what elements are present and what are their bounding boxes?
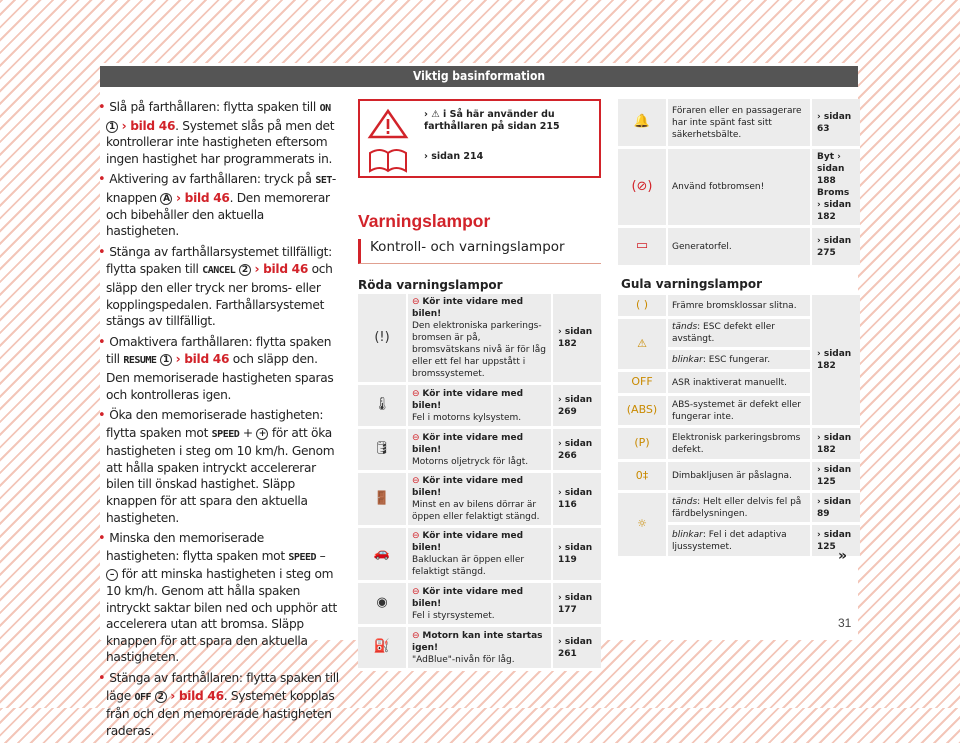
lamp-icon: ( ) — [635, 298, 649, 311]
paragraph-text-3: . Den memorerar och bibehåller den aktuella hastigheten. — [106, 190, 330, 239]
paragraph-text-3: . Systemet slås på men det kontrollerar inte hastigheten eftersom ingen hastighet har programmerats in. — [106, 118, 335, 166]
paragraph-text-3: för att öka hastigheten i steg om 10 km/h. Genom att hålla spaken intryckt accelererar bilen till önskad hastighet. Släpp knappen för att spara den aktuella hastigheten. — [106, 425, 335, 525]
lamp-text: Främre bromsklossar slitna. — [672, 300, 797, 311]
note-line-2[interactable]: › sidan 214 — [424, 151, 484, 162]
lamp-text: ABS-systemet är defekt eller fungerar inte. — [672, 399, 802, 422]
lamp-description-cell — [408, 473, 553, 528]
paragraph-text-1: Stänga av farthållarsystemet tillfälligt: flytta spaken till — [106, 244, 332, 277]
cruise-control-instructions — [98, 99, 340, 743]
red-stop-icon: ⊖ — [412, 388, 423, 399]
yellow-lamps-table — [618, 295, 860, 559]
lamp-text: "AdBlue"-nivån för låg. — [412, 654, 515, 665]
lamp-description-cell: Föraren eller en passagerare har inte spänt fast sitt säkerhetsbälte. — [668, 99, 812, 149]
table-row — [358, 627, 601, 671]
section-title: Varningslampor — [358, 211, 491, 231]
bullet-icon: • — [98, 408, 110, 424]
lamp-text: Minst en av bilens dörrar är öppen eller felaktigt stängd. — [412, 500, 540, 522]
lamp-text: : ESC defekt eller avstängt. — [672, 322, 775, 344]
table-row — [618, 99, 860, 149]
lamp-icon-cell — [358, 473, 408, 528]
table-row — [358, 473, 601, 528]
page-reference[interactable]: › sidan 182 — [812, 428, 860, 462]
paragraph-text-3: och släpp den eller tryck ner broms- eller kopplingspedalen. Farthållarsystemet stängs av tillfälligt. — [106, 262, 333, 329]
lamp-icon: 🔔 — [633, 114, 651, 129]
bullet-icon: • — [98, 244, 110, 260]
lamp-icon-cell — [618, 493, 668, 559]
lamp-description-cell — [668, 350, 812, 372]
table-row — [618, 149, 860, 228]
lamp-text: : Helt eller delvis fel på färdbelysningen. — [672, 496, 802, 519]
lamp-text: Fel i styrsystemet. — [412, 610, 495, 621]
lamp-icon-cell — [618, 462, 668, 493]
page-reference[interactable]: › sidan 119 — [553, 528, 601, 583]
lamp-description-cell — [668, 396, 812, 428]
lamp-icon: (P) — [634, 436, 650, 449]
page-reference[interactable]: › sidan 266 — [553, 429, 601, 473]
red-stop-icon: ⊖ — [412, 630, 423, 641]
lamp-icon: 🌡 — [373, 397, 391, 412]
lamp-icon-cell — [618, 372, 668, 396]
note-line-1[interactable]: › ⚠ i Så här använder du farthållaren på sidan 215 — [424, 109, 560, 132]
warning-triangle-icon — [368, 109, 408, 139]
table-row — [618, 462, 860, 493]
table-row — [358, 583, 601, 627]
lever-position-label: SPEED — [288, 551, 317, 563]
continue-arrow-icon: » — [838, 548, 848, 564]
warning-text: Kör inte vidare med bilen! — [412, 586, 524, 609]
lever-position-label: RESUME — [123, 355, 157, 367]
lamp-description-cell — [668, 525, 812, 559]
warning-text: Kör inte vidare med bilen! — [412, 531, 524, 553]
table-row — [358, 429, 601, 473]
table-row — [358, 294, 601, 385]
table-row — [358, 528, 601, 583]
instruction-paragraph — [98, 99, 340, 167]
lamp-icon: (ABS) — [626, 403, 658, 416]
lamp-description-cell — [668, 372, 812, 396]
instruction-paragraph — [98, 530, 340, 666]
callout-number: A — [160, 193, 172, 205]
page-reference[interactable]: › sidan 89 — [812, 493, 860, 525]
subsection-title: Kontroll- och varningslampor — [358, 239, 601, 264]
lamp-description-cell — [408, 627, 553, 671]
callout-number: + — [256, 428, 268, 440]
lamp-text: Den elektroniska parkeringsbromsen är på, bromsvätskans nivå är för låg eller ett fel har uppstått i bromssystemet. — [412, 321, 547, 379]
lamp-state: blinkar — [672, 529, 703, 540]
warning-text: Kör inte vidare med bilen! — [412, 432, 524, 455]
lamp-icon: 🚗 — [373, 545, 391, 561]
lamp-description-cell — [408, 429, 553, 473]
paragraph-text-2: – — [316, 548, 326, 563]
lamp-warning-bold — [412, 630, 547, 654]
lamp-text: : ESC fungerar. — [702, 354, 771, 365]
lamp-description-cell: Generatorfel. — [668, 228, 812, 268]
warning-note-box — [358, 99, 601, 178]
paragraph-text-1: Slå på farthållaren: flytta spaken till — [109, 100, 320, 114]
lamp-warning-bold — [412, 432, 547, 456]
callout-number: 1 — [160, 354, 172, 366]
misc-lamps-table — [618, 99, 860, 268]
callout-number: – — [106, 569, 118, 581]
table-row — [618, 493, 860, 525]
lamp-text: Motorns oljetryck för lågt. — [412, 456, 529, 467]
book-icon — [366, 145, 410, 175]
bullet-icon: • — [98, 100, 110, 115]
lamp-icon-cell — [618, 228, 668, 268]
lamp-text: Elektronisk parkeringsbroms defekt. — [672, 432, 801, 455]
instruction-paragraph — [98, 171, 340, 239]
page-reference[interactable]: › sidan 182 — [812, 295, 860, 428]
instruction-paragraph — [98, 407, 340, 526]
bullet-icon: • — [98, 531, 110, 547]
page-reference[interactable]: › sidan 177 — [553, 583, 601, 627]
lamp-icon-cell — [358, 627, 408, 671]
paragraph-text-1: Öka den memoriserade hastigheten: flytta spaken mot — [106, 408, 324, 440]
instruction-paragraph — [98, 670, 340, 739]
red-stop-icon: ⊖ — [412, 586, 423, 597]
paragraph-text-1: Stänga av farthållaren: flytta spaken till läge — [106, 671, 339, 703]
instruction-paragraph — [98, 244, 340, 330]
lamp-description-cell — [668, 428, 812, 462]
page-reference[interactable]: › sidan 275 — [812, 228, 860, 268]
lever-position-label: ON — [319, 103, 331, 114]
lamp-state: tänds — [672, 322, 698, 332]
callout-number: 1 — [106, 121, 118, 133]
lamp-icon: ⛽ — [373, 639, 391, 654]
lamp-warning-bold — [412, 296, 547, 320]
lamp-description-cell — [408, 294, 553, 385]
page-number: 31 — [838, 616, 852, 630]
lamp-icon-cell — [618, 319, 668, 372]
lamp-icon: ◉ — [376, 595, 388, 610]
lamp-icon-cell — [618, 149, 668, 228]
lamp-icon: OFF — [631, 375, 653, 388]
warning-text: Kör inte vidare med bilen! — [412, 297, 524, 319]
callout-number: 2 — [155, 691, 167, 703]
lever-position-label: SET — [315, 175, 332, 187]
bullet-icon: • — [98, 671, 110, 686]
lamp-icon: ⚠ — [637, 336, 647, 350]
yellow-lamps-title: Gula varningslampor — [621, 277, 763, 291]
lamp-warning-bold — [412, 475, 547, 499]
page-reference[interactable]: › sidan 182 — [553, 294, 601, 385]
warning-text: Kör inte vidare med bilen! — [412, 476, 524, 498]
bullet-icon: • — [98, 334, 110, 350]
lamp-icon-cell — [618, 428, 668, 462]
table-row — [618, 295, 860, 319]
page-reference[interactable]: › sidan 269 — [553, 385, 601, 429]
figure-link[interactable]: › bild 46 — [121, 118, 176, 133]
lamp-icon: 🛢 — [373, 441, 391, 456]
paragraph-text-1: Omaktivera farthållaren: flytta spaken till — [106, 334, 332, 367]
lamp-warning-bold — [412, 530, 547, 554]
lamp-warning-bold — [412, 388, 547, 412]
warning-text: Kör inte vidare med bilen! — [412, 388, 524, 411]
table-row — [358, 385, 601, 429]
figure-link[interactable]: › bild 46 — [170, 688, 224, 703]
lamp-description-cell: Använd fotbromsen! — [668, 149, 812, 228]
lamp-text: ASR inaktiverat manuellt. — [672, 377, 788, 388]
red-stop-icon: ⊖ — [412, 531, 423, 541]
figure-link[interactable]: › bild 46 — [176, 190, 230, 205]
paragraph-text-2: + — [239, 425, 257, 440]
paragraph-text-3: för att minska hastigheten i steg om 10 km/h. Genom att hålla spaken intryckt saktar bilen ned och upphör att accelerera utan att bromsa. Släpp knappen för att spara den aktuella hastigheten. — [106, 567, 338, 665]
page-reference[interactable]: › sidan 261 — [553, 627, 601, 671]
lamp-description-cell — [408, 528, 553, 583]
callout-number: 2 — [239, 264, 251, 276]
red-lamps-table — [358, 294, 601, 671]
page-reference[interactable]: Byt › sidan 188 Broms › sidan 182 — [812, 149, 860, 228]
page-reference[interactable]: › sidan 125 — [812, 462, 860, 493]
red-lamps-title: Röda varningslampor — [358, 278, 503, 292]
lamp-description-cell — [408, 583, 553, 627]
lamp-icon: ▭ — [635, 238, 649, 253]
lever-position-label: CANCEL — [202, 265, 236, 277]
lamp-state: tänds — [672, 496, 698, 507]
paragraph-text-2: -knappen — [106, 172, 336, 205]
lamp-icon-cell — [358, 294, 408, 385]
lamp-description-cell — [668, 493, 812, 525]
red-stop-icon: ⊖ — [412, 432, 423, 443]
lamp-state: blinkar — [672, 354, 703, 365]
page-reference[interactable]: › sidan 125 — [812, 525, 860, 559]
figure-link[interactable]: › bild 46 — [175, 352, 230, 367]
lamp-description-cell — [408, 385, 553, 429]
lamp-icon-cell — [358, 429, 408, 473]
lamp-icon-cell — [358, 385, 408, 429]
red-stop-icon: ⊖ — [412, 476, 423, 486]
lever-position-label: OFF — [134, 691, 152, 703]
lamp-icon-cell — [358, 528, 408, 583]
bullet-icon: • — [98, 172, 110, 188]
page-reference[interactable]: › sidan 63 — [812, 99, 860, 149]
paragraph-text-1: Aktivering av farthållaren: tryck på — [109, 172, 316, 187]
lamp-text: Fel i motorns kylsystem. — [412, 412, 522, 423]
lamp-icon-cell — [618, 295, 668, 319]
lamp-icon-cell — [618, 99, 668, 149]
page-header: Viktig basinformation — [100, 66, 858, 87]
figure-link[interactable]: › bild 46 — [254, 262, 309, 277]
warning-text: Motorn kan inte startas igen! — [412, 630, 543, 653]
instruction-paragraph — [98, 334, 340, 403]
lamp-warning-bold — [412, 586, 547, 610]
lamp-text: : Fel i det adaptiva ljussystemet. — [672, 529, 787, 552]
lamp-text: Dimbakljusen är påslagna. — [672, 471, 792, 481]
lamp-text: Bakluckan är öppen eller felaktigt stängd. — [412, 555, 525, 577]
lamp-icon-cell — [358, 583, 408, 627]
paragraph-text-3: och släpp den. Den memoriserade hastigheten sparas och kontrolleras igen. — [106, 352, 334, 402]
lamp-icon: (!) — [374, 329, 390, 345]
lamp-icon: 0‡ — [635, 468, 649, 482]
lamp-icon: (⊘) — [631, 178, 653, 194]
table-row — [618, 428, 860, 462]
lamp-description-cell — [668, 462, 812, 493]
lever-position-label: SPEED — [211, 428, 240, 440]
paragraph-text-3: . Systemet kopplas från och den memorerade hastigheten raderas. — [106, 688, 335, 738]
lamp-icon-cell — [618, 396, 668, 428]
red-stop-icon: ⊖ — [412, 297, 423, 307]
lamp-description-cell — [668, 295, 812, 319]
lamp-description-cell — [668, 319, 812, 350]
table-row — [618, 228, 860, 268]
page-reference[interactable]: › sidan 116 — [553, 473, 601, 528]
lamp-icon: 🚪 — [373, 490, 391, 506]
paragraph-text-1: Minska den memoriserade hastigheten: flytta spaken mot — [106, 531, 289, 563]
lamp-icon: ☼ — [637, 517, 647, 530]
